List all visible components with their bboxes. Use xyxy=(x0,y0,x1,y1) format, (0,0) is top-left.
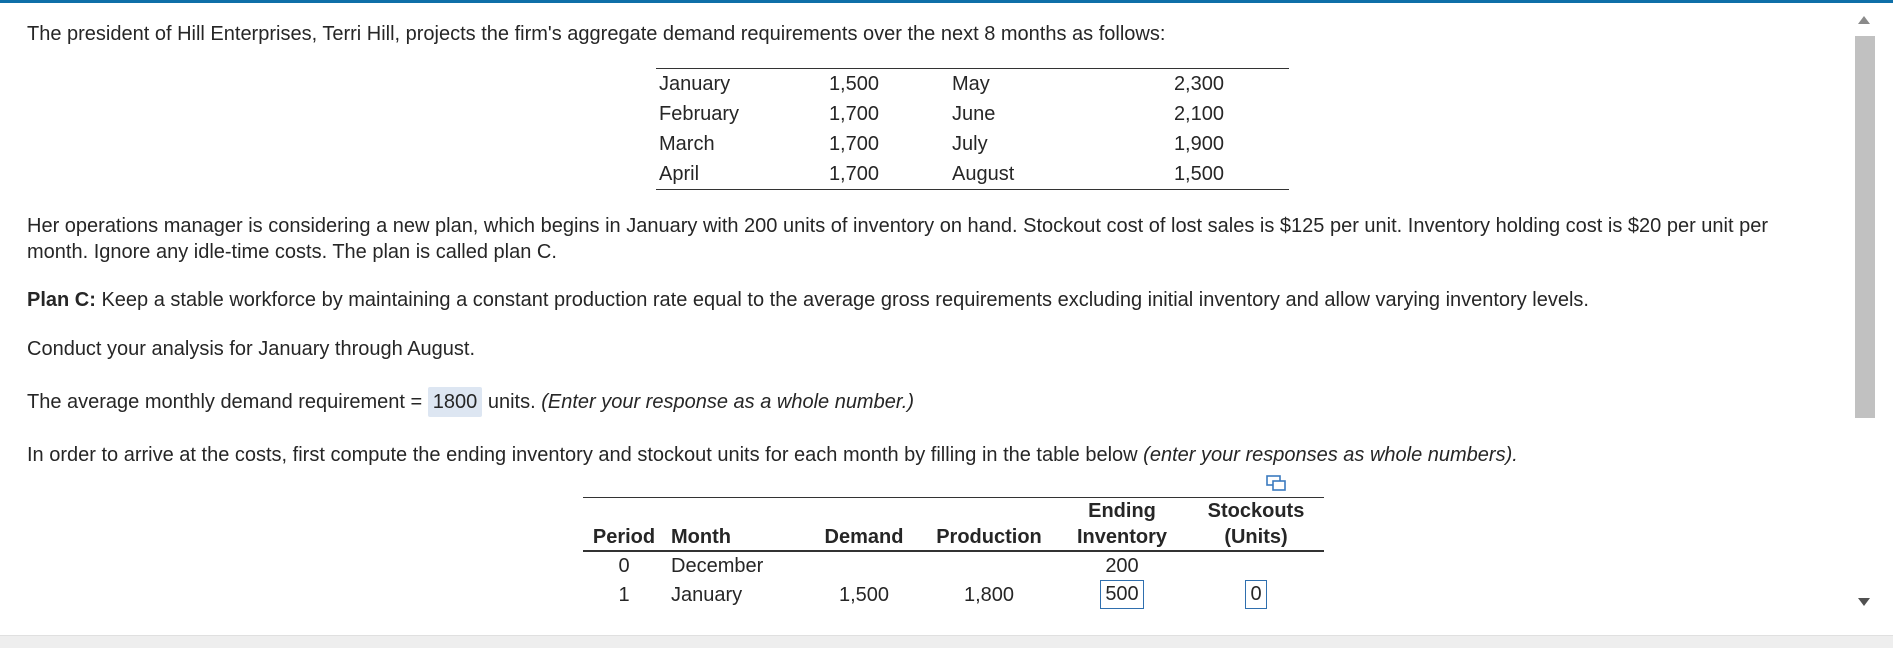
demand-table xyxy=(656,68,1289,190)
inventory-plan-table xyxy=(583,497,1324,609)
demand-value-cell: 1,500 xyxy=(1173,163,1224,185)
average-hint: (Enter your response as a whole number.) xyxy=(541,391,914,413)
scroll-up-arrow-icon[interactable] xyxy=(1858,16,1870,24)
header-production: Production xyxy=(922,498,1056,552)
month-cell: February xyxy=(659,103,740,125)
average-demand-answer[interactable]: 1800 xyxy=(428,387,483,417)
table-row xyxy=(656,69,1289,100)
stockouts-cell xyxy=(1188,580,1324,609)
table-row xyxy=(656,159,1289,190)
header-demand: Demand xyxy=(806,498,922,552)
demand-value-cell: 1,700 xyxy=(828,133,879,155)
production-cell: 1,800 xyxy=(963,583,1015,606)
table-header-row xyxy=(583,498,1324,552)
month-cell: July xyxy=(952,133,988,155)
intro-text: The president of Hill Enterprises, Terri Hill, projects the firm's aggregate demand requirements over the next 8 months as follows: xyxy=(27,23,1166,45)
table-row xyxy=(583,580,1324,609)
month-cell: April xyxy=(659,163,700,185)
instruction-hint: (enter your responses as whole numbers). xyxy=(1143,444,1518,466)
demand-cell xyxy=(806,551,922,580)
demand-cell: 1,500 xyxy=(838,583,890,606)
plan-c-text: Keep a stable workforce by maintaining a constant production rate equal to the average gross requirements excluding initial inventory and allow varying inventory levels. xyxy=(95,289,1589,311)
average-demand-question xyxy=(27,387,914,417)
table-row xyxy=(583,551,1324,580)
month-cell: August xyxy=(952,163,1015,185)
instruction-text xyxy=(27,442,1518,468)
demand-value-cell: 2,300 xyxy=(1173,73,1224,95)
stockouts-input[interactable]: 0 xyxy=(1245,580,1267,609)
month-cell: January xyxy=(671,583,743,606)
header-ending-inventory: Ending Inventory xyxy=(1056,498,1188,552)
stockouts-cell xyxy=(1188,551,1324,580)
demand-value-cell: 1,900 xyxy=(1173,133,1224,155)
month-cell: May xyxy=(952,73,990,95)
scroll-down-arrow-icon[interactable] xyxy=(1858,598,1870,606)
header-period: Period xyxy=(583,498,665,552)
month-cell: June xyxy=(952,103,996,125)
production-cell xyxy=(922,551,1056,580)
bottom-strip xyxy=(0,635,1893,648)
demand-value-cell: 2,100 xyxy=(1173,103,1224,125)
ending-inventory-cell: 200 xyxy=(1105,555,1139,577)
period-cell: 0 xyxy=(618,555,630,577)
plan-c-description xyxy=(27,287,1589,313)
instruction-body: In order to arrive at the costs, first compute the ending inventory and stockout units for each month by filling in the table below xyxy=(27,444,1144,466)
manager-paragraph: Her operations manager is considering a new plan, which begins in January with 200 units of inventory on hand. Stockout cost of lost sales is $125 per unit. Inventory holding cost is $20 per unit per month. Ignore any idle-time costs. The plan is called plan C. xyxy=(27,215,1769,263)
header-month: Month xyxy=(665,498,806,552)
month-cell: December xyxy=(671,555,764,577)
average-prefix: The average monthly demand requirement = xyxy=(27,391,428,413)
demand-value-cell: 1,500 xyxy=(828,73,879,95)
demand-value-cell: 1,700 xyxy=(828,163,879,185)
average-suffix: units. xyxy=(482,391,542,413)
ending-inventory-cell xyxy=(1056,580,1188,609)
scrollbar-thumb[interactable] xyxy=(1855,36,1875,418)
plan-c-label: Plan C: xyxy=(27,289,96,311)
expand-table-icon[interactable] xyxy=(1266,475,1286,491)
ending-inventory-input[interactable]: 500 xyxy=(1100,580,1143,609)
demand-value-cell: 1,700 xyxy=(828,103,879,125)
month-cell: March xyxy=(659,133,715,155)
table-row xyxy=(656,99,1289,129)
table-row xyxy=(656,129,1289,159)
conduct-text: Conduct your analysis for January through August. xyxy=(27,338,476,360)
header-stockouts: Stockouts (Units) xyxy=(1188,498,1324,552)
period-cell: 1 xyxy=(618,583,630,606)
month-cell: January xyxy=(659,73,731,95)
